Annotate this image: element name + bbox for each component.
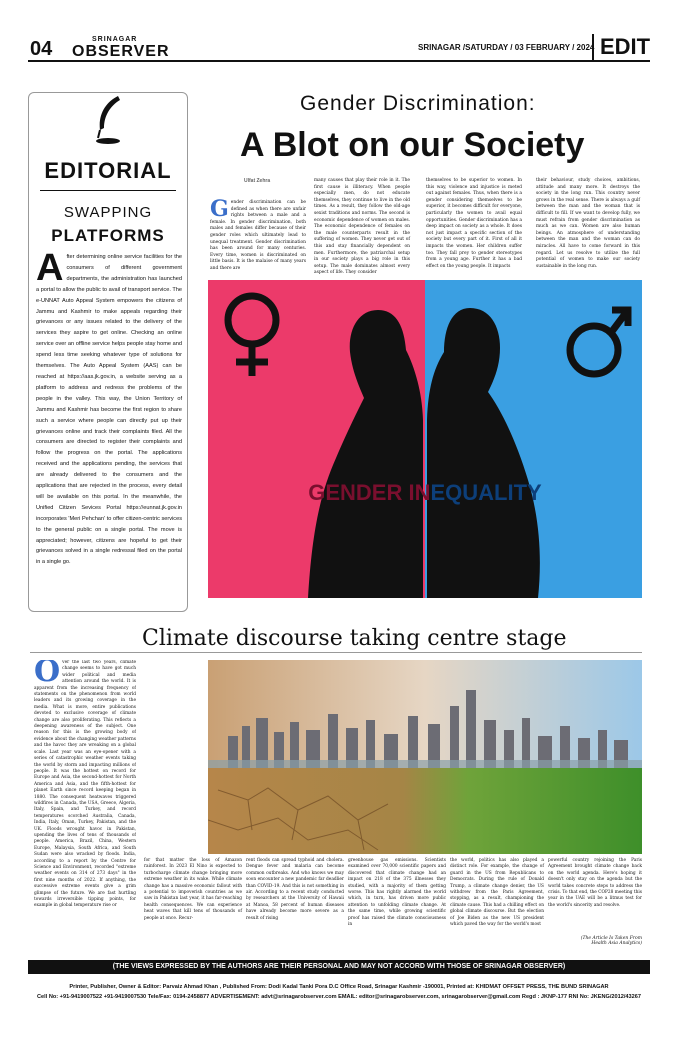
editorial-body [36, 247, 182, 568]
dateline: SRINAGAR /SATURDAY / 03 FEBRUARY / 2024 [418, 43, 595, 52]
imprint-line-1: Printer, Publisher, Owner & Editor: Parvaiz Ahmad Khan , Published From: Dodi Kadal Tanki Pora D.C Office Road, Srinagar Kashmir -190001, Printed at: KHIDMAT OFFSET PRESS, THE BUND SRINAGAR [69, 984, 609, 990]
gender-inequality-image [208, 280, 642, 598]
disclaimer-bar: (THE VIEWS EXPRESSED BY THE AUTHORS ARE THEIR PERSONAL AND MAY NOT ACCORD WITH THOSE OF SRINAGAR OBSERVER) [28, 960, 650, 974]
article-headline: A Blot on our Society [240, 126, 585, 164]
editorial-divider [40, 190, 176, 191]
brand-big: OBSERVER [72, 43, 170, 60]
gender-column-3: themselves to be superior to women. In this way, violence and injustice is meted out against females. Thus, when there is a gender considering themselves to be superior, it becomes difficult for everyone, particularly the women to avail equal opportunities. Gender discrimination has a deep impact on society as a whole. It does not just impact a specific section of the society but every part of it. First of all it impacts the women. Her children suffer too. They fall prey to gender stereotypes from a young age. Further it has a bad effect on the young people. It impacts [426, 178, 522, 269]
gender-column-2: many causes that play their role in it. The first cause is illiteracy. When people especially men, do not educate themselves, they continue to live in the old times. As a result, they follow the old-age sexist traditions and norms. The second is economic dependence of women on males. The economic dependence of females on the male counterparts result in the suffering of women. They never get out of this and stay financially dependent on men. Furthermore, the patriarchal setup in our society plays a big role in this setup. The male dominates almost every aspect of life. They consider [314, 178, 410, 276]
climate-headline: Climate discourse taking centre stage [142, 626, 567, 651]
editorial-text: fter determining online service facilities for the consumers of different government departments, the administration has launched a portal to allow the public to avail of transport service. The e-UNNAT Auto Appeal System empowers the citizens of Jammu and Kashmir to make appeals regarding their grievances or any issues related to the delivery of the services they aspire to get online. Checking an online service over an offline service helps people stay home and spend less time seeking whatever type of solutions for themselves. The Auto Appeal System (AAS) can be reached at https://aas.jk.gov.in, a website serving as a platform to address and redress the problems of the people in the valley. This way, the Union Territory of Jammu and Kashmir has become the first region to share such a service where people can directly put up their grievances online and track their complaints filed. All the consumers are directed to register their complaints and follow the progress on the portal. The applications received and the applications pending, the services that are already delivered to the consumers and the applications that are rejected in the process, every detail will be available on this portal. In the meanwhile, the Unified Citizen Sevices Portal https://eunnat.jk.gov.in incorporates 'Meri Pehchan' to offer citizen-centric services to the general public on a single portal. The move is appreciated; however, citizens are hopeful to get their grievances solved in a single redressal filed on the portal in a single go. [36, 254, 182, 566]
climate-column-3: rent floods can spread typhoid and cholera. Dengue fever and malaria can become common outbreaks. And who knows we may soon encounter a new pandemic far deadlier than COVID-19. And this is not something in air. According to a recent study conducted by researchers at the University of Hawaii at Manoa, 58 percent of human diseases have already become more severe as a result of rising [246, 858, 344, 921]
page-number: 04 [30, 38, 53, 60]
article-kicker: Gender Discrimination: [300, 92, 536, 115]
climate-image [208, 660, 642, 854]
imprint-line-2: Cell No: +91-9419007522 +91-9419007530 Tele/Fax: 0194-2458877 ADVERTISEMENT: advt@srinagarobserver.com EMAIL: editor@srinagarobserver.com, srinagarobserver@gmail.com Regd : JKNP-177 RNI No: JKENG/2012/43267 [37, 994, 641, 1000]
climate-column-1 [34, 660, 136, 954]
climate-column-2: for that matter the loss of Amazon rainforest. In 2023 El Nino is expected to turbocharge climate change bringing more extreme weather in its wake. While climate change has a massive economic fallout with a potential to impoverish countries as we saw in Pakistan last year, it has far-reaching health consequences. We can experience heat waves that kill tens of thousands of people at once. Recur- [144, 858, 242, 921]
climate-col1-text: ver the last two years, climate change seems to have got much wider political and media attention around the world. It is apparent from the increasing frequency of statements on the phenomenon from world leaders and its growing coverage in the media. What is more, entire publications devoted to exclusive coverage of climate change are also proliferating. This reflects a deepening awareness of the subject. One reason for this is the growing body of evidence about the changing weather patterns and the havoc they are wreaking on a global scale. Last year was an eye-opener with a series of catastrophic weather events taking the world by storm and impacting millions of people. It was the hottest on record for Europe and Asia, the second-hottest for North America and Asia, and the fifth-hottest for planet Earth since record keeping began in 1880. The consequent heatwaves triggered wildfires in Canada, the USA, Greece, Algeria, Italy, Spain, and Turkey, and record temperatures scorched Australia, Canada, India, Italy, Oman, Turkey, Pakistan, and the UK. Floods wrought havoc in Pakistan, upending the lives of tens of thousands of people. America, Brazil, China, Western Europe, Malaysia, South Africa, and South Sudan were also wracked by floods. India, according to a report by the Centre for Science and Environment, recorded "extreme weather events on 314 of 273 days" in the first nine months of 2022. If anything, the successive extreme events give a grim glimpse of the future. We are fast hurtling towards irreversible tipping points, for example in global temperature rise or [34, 660, 136, 909]
climate-dropcap: O [34, 660, 61, 689]
byline: Ulfat Zehra [244, 178, 271, 184]
brand-small: SRINAGAR [92, 36, 138, 43]
gender-column-1 [210, 196, 306, 273]
gender-inequality-text: GENDER INEQUALITY [308, 480, 542, 505]
editorial-subtitle-2: PLATFORMS [51, 226, 165, 245]
header-rule [28, 60, 650, 62]
climate-column-6: powerful country rejoining the Paris Agreement brought climate change back on the world agenda. Here's hoping it doesn't only stay on the agenda but the world takes concrete steps to address the crisis. To that end, the COP28 meeting this year in the UAE will be a litmus test for the world's sincerity and resolve. [548, 858, 642, 908]
article-credit: (The Article Is Taken From Health Asia Analytics) [580, 936, 642, 946]
gender-dropcap: G [210, 196, 229, 222]
quill-icon [88, 94, 128, 146]
gender-col1-text: ender discrimination can be defined as when there are unfair rights between a male and a female. In gender discrimination, both males and females differ because of their gender roles which ultimately lead to unequal treatment. Gender discrimination has been around for many centuries. Every time, women is discriminated on little basis. It is the malaise of many years and there are [210, 200, 306, 271]
editorial-dropcap: A [36, 247, 64, 289]
climate-column-4: greenhouse gas emissions. Scientists examined over 70,000 scientific papers and discovered that climate change had an impact on 218 of the 375 illnesses they studied, with a majority of them getting worse. This has rightly alarmed the world which, in turn, has driven more public attention to unfolding climate change. At the same time, while growing scientific proof has raised the climate consciousness in [348, 858, 446, 928]
imprint [28, 982, 650, 1002]
gender-column-4: their behaviour, study choices, ambitions, attitude and many more. It destroys the society in the long run. This country never grows in the real sense. There is always a gulf between the man and the woman that is difficult to fill. If we want to develop fully, we must refrain from gender discrimination as much as we can. Women are also human beings. An atmosphere of understanding between the man and the woman can do miracles. All have to come forward in this regard. Let us resolve to utilize the full potential of women to make our society sustainable in the long run. [536, 178, 640, 269]
section-label: EDIT [592, 34, 650, 62]
climate-column-5: the world, politics has also played a distinct role. For example, the change of guard in the US from Republicans to Democrats. During the rule of Donald Trump, a climate change denier, the US withdrew from the Paris Agreement, stopping, as a result, championing the climate cause. This had a chilling effect on global climate discourse. But the election of Joe Biden as the new US president which paved the way for the world's most [450, 858, 544, 928]
editorial-subtitle-1: SWAPPING [63, 204, 153, 221]
climate-rule [30, 652, 642, 653]
editorial-label: EDITORIAL [44, 158, 172, 183]
masthead-logo [72, 36, 170, 61]
